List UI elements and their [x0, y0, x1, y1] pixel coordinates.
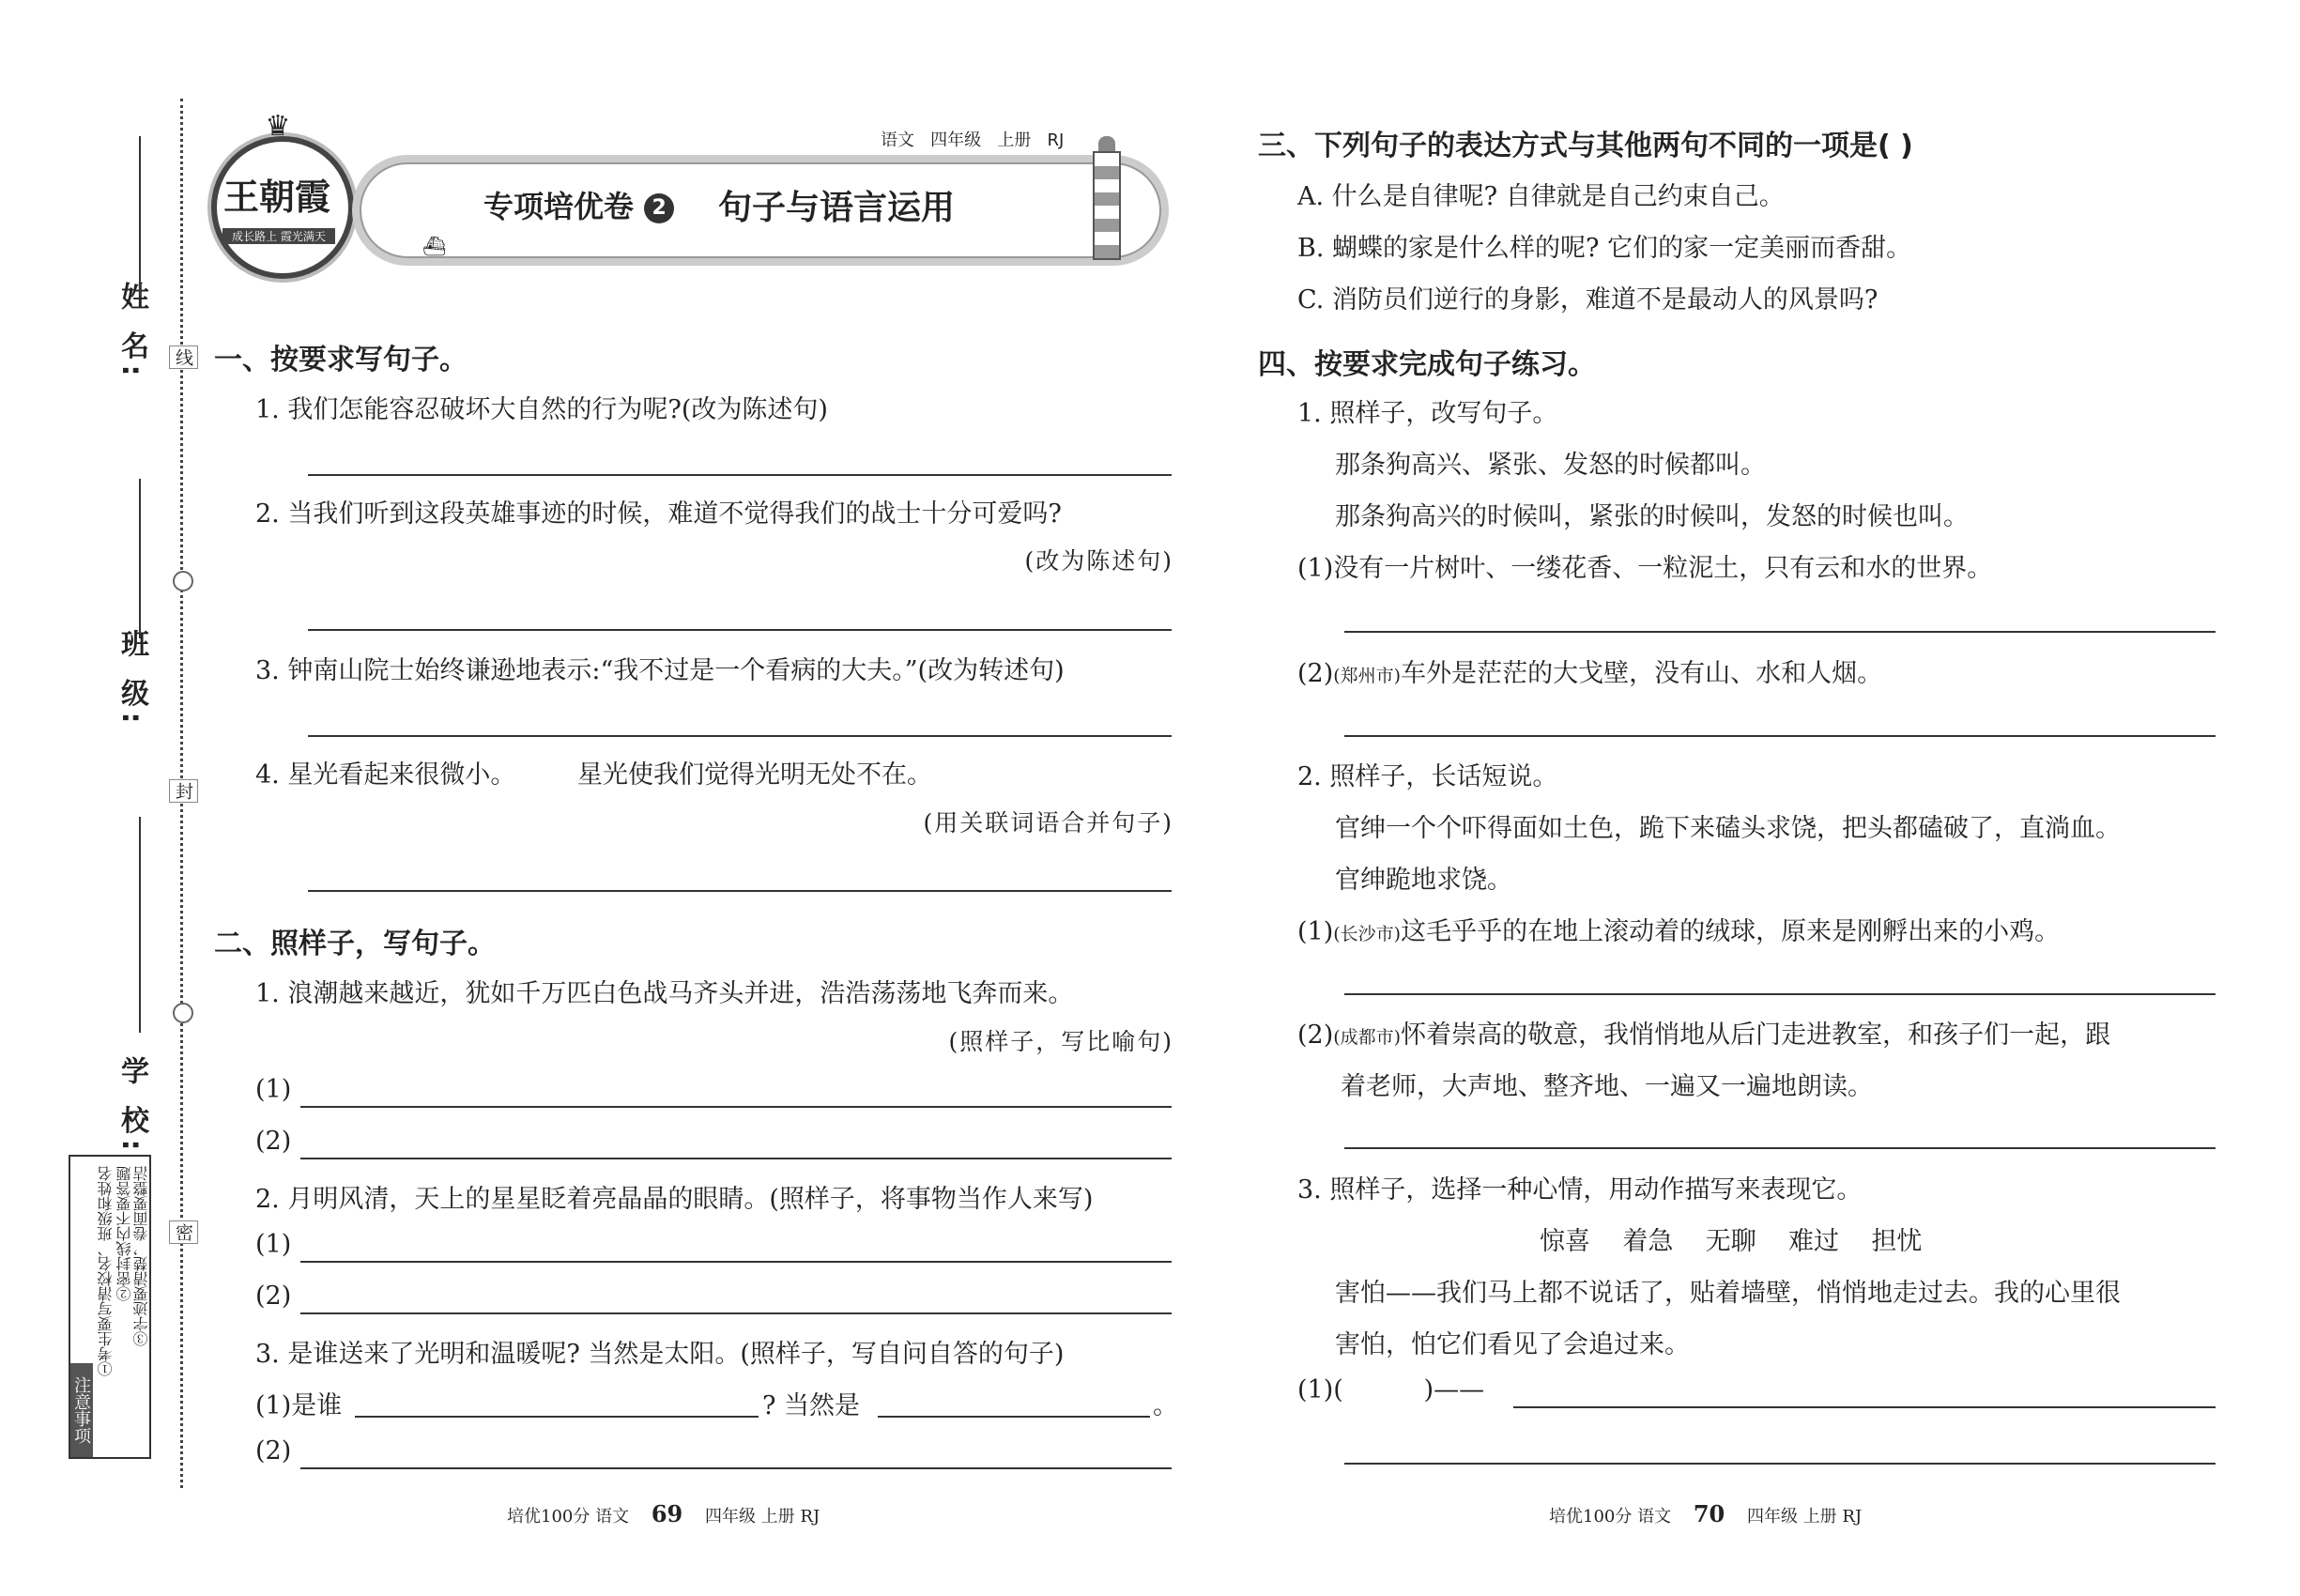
note-3: ③字迹要清楚，卷面要整洁	[132, 1166, 150, 1346]
s1-q4-part-a: 4. 星光看起来很微小。	[255, 760, 516, 790]
s4-q1-example-1: 那条狗高兴、紧张、发怒的时候都叫。	[1335, 451, 1766, 480]
name-underline	[139, 136, 141, 296]
seal-mark-line: 线	[169, 345, 198, 369]
s3-option-a: A. 什么是自律呢? 自律就是自己约束自己。	[1297, 182, 1785, 211]
meta-volume: 上册	[997, 130, 1032, 150]
school-underline	[139, 817, 141, 1033]
s2-q3-a2-label: (2)	[255, 1436, 292, 1466]
s1-q1-answer-line	[308, 474, 1172, 476]
footer-right	[1549, 1500, 1862, 1527]
brand-logo	[211, 110, 354, 279]
s1-q4-answer-line	[308, 890, 1172, 892]
s4-q1-example-2: 那条狗高兴的时候叫，紧张的时候叫，发怒的时候也叫。	[1335, 502, 1969, 531]
footer-right-page-number: 70	[1693, 1500, 1725, 1527]
s4-q2-item-2-text-a: 怀着崇高的敬意，我悄悄地从后门走进教室，和孩子们一起，跟	[1401, 1021, 2111, 1050]
s2-q1-a1-line	[300, 1106, 1172, 1108]
s2-q3-a1-mid: ? 当然是	[762, 1391, 861, 1420]
s2-q2-a2-label: (2)	[255, 1281, 292, 1311]
s4-q3-example-2: 害怕，怕它们看见了会追过来。	[1335, 1330, 1690, 1359]
binding-hole-1	[173, 571, 193, 591]
s2-q3-blank-2	[878, 1416, 1150, 1418]
s4-q1-item-1: (1)没有一片树叶、一缕花香、一粒泥土，只有云和水的世界。	[1297, 554, 1993, 583]
class-underline	[139, 479, 141, 638]
s2-q1-a1-label: (1)	[255, 1075, 292, 1104]
s4-q2-item-2-line	[1344, 1147, 2216, 1149]
note-2: ②密封线内不要答题	[115, 1166, 133, 1301]
class-label: 班 级:	[115, 629, 148, 729]
section-2-heading: 二、照样子，写句子。	[214, 928, 496, 960]
s1-q3: 3. 钟南山院士始终谦逊地表示:“我不过是一个看病的大夫。”(改为转述句)	[255, 656, 1065, 685]
title-prefix: 专项培优卷 2	[483, 183, 674, 226]
s3-option-b: B. 蝴蝶的家是什么样的呢? 它们的家一定美丽而香甜。	[1297, 234, 1912, 263]
brand-name: 王朝霞	[222, 176, 330, 218]
s4-q1-item-1-line	[1344, 631, 2216, 633]
logo-crown-icon: ♛	[265, 110, 291, 143]
s2-q1: 1. 浪潮越来越近，犹如千万匹白色战马齐头并进，浩浩荡荡地飞奔而来。	[255, 979, 1074, 1008]
s1-q4-part-b: 星光使我们觉得光明无处不在。	[577, 760, 932, 790]
s4-q2-item-2-text-b: 着老师，大声地、整齐地、一遍又一遍地朗读。	[1341, 1072, 1873, 1101]
s4-q3-example-1: 害怕——我们马上都不说话了，贴着墙壁，悄悄地走过去。我的心里很	[1335, 1279, 2121, 1308]
section-4-heading: 四、按要求完成句子练习。	[1258, 348, 1596, 381]
s1-q2: 2. 当我们听到这段英雄事迹的时候，难道不觉得我们的战士十分可爱吗?	[255, 499, 1062, 529]
s4-q2-item-1-text: 这毛乎乎的在地上滚动着的绒球，原来是刚孵出来的小鸡。	[1401, 917, 2061, 946]
name-label: 姓 名:	[115, 282, 148, 382]
s1-q2-hint: (改为陈述句)	[1024, 547, 1173, 575]
s4-q1: 1. 照样子，改写句子。	[1297, 399, 1558, 428]
s4-q1-item-2-source: (郑州市)	[1333, 666, 1402, 686]
footer-left-page-number: 69	[651, 1500, 683, 1527]
s4-q2-item-1	[1297, 911, 2060, 947]
s1-q2-answer-line	[308, 629, 1172, 631]
school-label: 学 校:	[115, 1056, 148, 1157]
s2-q3-a1-start: (1)是谁	[255, 1391, 343, 1420]
s4-q2-item-2-source: (成都市)	[1333, 1027, 1402, 1048]
s4-q1-item-2	[1297, 652, 1882, 689]
s4-q2-item-2	[1297, 1014, 2110, 1051]
page-title: 句子与语言运用	[718, 189, 956, 227]
lighthouse-icon	[1092, 136, 1122, 258]
s4-q1-item-2-line	[1344, 735, 2216, 737]
s4-q2-item-2-label: (2)	[1297, 1021, 1334, 1050]
notes-box	[69, 1155, 151, 1459]
footer-left-grade: 四年级 上册 RJ	[704, 1507, 820, 1527]
s2-q2-a2-line	[300, 1312, 1172, 1314]
brand-slogan: 成长路上 霞光满天	[222, 228, 335, 244]
s1-q3-answer-line	[308, 735, 1172, 737]
s4-q3-item-1-line-2	[1344, 1463, 2216, 1465]
s2-q2-a1-line	[300, 1261, 1172, 1263]
meta-grade: 四年级	[930, 130, 982, 150]
header-meta	[881, 127, 1064, 151]
meta-edition: RJ	[1047, 130, 1065, 150]
seal-mark-dense: 密	[169, 1220, 198, 1244]
s4-q3-moods: 惊喜 着急 无聊 难过 担忧	[1540, 1227, 1923, 1256]
s2-q1-a2-line	[300, 1158, 1172, 1159]
s1-q4-hint: (用关联词语合并句子)	[923, 809, 1173, 836]
s2-q2: 2. 月明风清，天上的星星眨着亮晶晶的眼睛。(照样子，将事物当作人来写)	[255, 1185, 1094, 1214]
s4-q3-item-1: (1)( )——	[1297, 1375, 1485, 1404]
footer-right-grade: 四年级 上册 RJ	[1746, 1507, 1863, 1527]
s4-q2-example-1: 官绅一个个吓得面如土色，跪下来磕头求饶，把头都磕破了，直淌血。	[1335, 814, 2121, 843]
section-1-heading: 一、按要求写句子。	[214, 344, 468, 376]
seal-mark-seal: 封	[169, 779, 198, 803]
s4-q1-item-2-label: (2)	[1297, 659, 1334, 688]
s4-q1-item-2-text: 车外是茫茫的大戈壁，没有山、水和人烟。	[1401, 659, 1883, 688]
footer-left-series: 培优100分 语文	[507, 1507, 630, 1527]
footer-left	[507, 1500, 820, 1527]
s2-q2-a1-label: (1)	[255, 1230, 292, 1259]
s2-q3-a1-end: 。	[1153, 1391, 1178, 1420]
s2-q3-a2-line	[300, 1467, 1172, 1469]
boat-icon: ⛴	[422, 235, 447, 257]
meta-subject: 语文	[881, 130, 914, 150]
s4-q2-item-1-label: (1)	[1297, 917, 1334, 946]
s2-q3: 3. 是谁送来了光明和温暖呢? 当然是太阳。(照样子，写自问自答的句子)	[255, 1340, 1065, 1369]
s3-option-c: C. 消防员们逆行的身影，难道不是最动人的风景吗?	[1297, 285, 1878, 315]
s4-q2-example-2: 官绅跪地求饶。	[1335, 866, 1512, 895]
note-1: ①考生要写清校名、班级和姓名	[97, 1166, 115, 1376]
s4-q3-item-1-line-1	[1513, 1406, 2216, 1408]
notes-title: 注意事项	[70, 1363, 93, 1457]
s4-q2-item-1-source: (长沙市)	[1333, 924, 1402, 944]
s4-q3: 3. 照样子，选择一种心情，用动作描写来表现它。	[1297, 1175, 1863, 1205]
s2-q1-hint: (照样子，写比喻句)	[948, 1028, 1173, 1055]
section-3-heading: 三、下列句子的表达方式与其他两句不同的一项是( )	[1258, 130, 1913, 162]
title-banner	[352, 155, 1169, 266]
s4-q2-item-1-line	[1344, 993, 2216, 995]
title-number-badge: 2	[644, 193, 674, 223]
s1-q1: 1. 我们怎能容忍破坏大自然的行为呢?(改为陈述句)	[255, 395, 828, 424]
s2-q3-blank-1	[355, 1416, 759, 1418]
binding-hole-2	[173, 1003, 193, 1023]
footer-right-series: 培优100分 语文	[1549, 1507, 1672, 1527]
s2-q1-a2-label: (2)	[255, 1127, 292, 1156]
s4-q2: 2. 照样子，长话短说。	[1297, 762, 1558, 791]
